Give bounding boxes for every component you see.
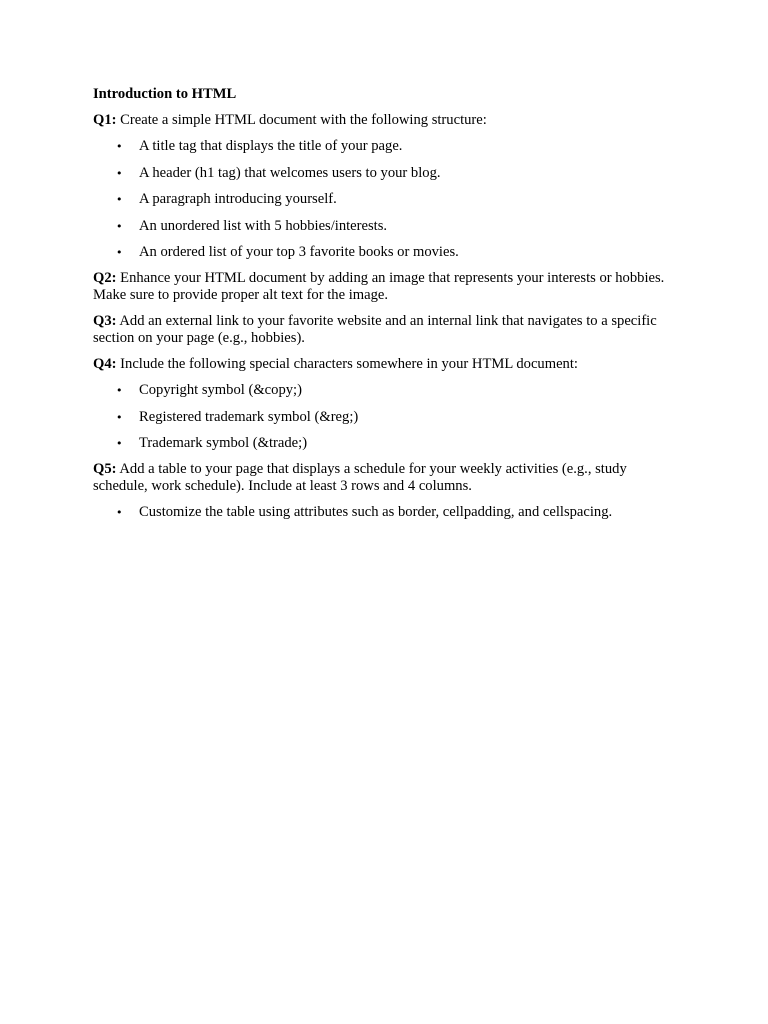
bullet-icon: •	[116, 246, 123, 259]
question-5-label: Q5:	[93, 461, 117, 477]
question-4-list	[93, 382, 678, 452]
list-item	[93, 244, 678, 261]
bullet-icon: •	[116, 384, 123, 397]
list-item	[93, 191, 678, 208]
list-item-text: An unordered list with 5 hobbies/interests.	[139, 217, 388, 234]
bullet-icon: •	[116, 140, 123, 153]
question-2-label: Q2:	[93, 270, 117, 286]
list-item	[93, 435, 678, 452]
question-3-label: Q3:	[93, 313, 117, 329]
list-item	[93, 165, 678, 182]
question-4-text: Include the following special characters somewhere in your HTML document:	[116, 356, 578, 372]
list-item-text: A title tag that displays the title of your page.	[139, 138, 403, 154]
bullet-icon: •	[116, 410, 123, 424]
list-item	[93, 218, 678, 235]
list-item	[93, 382, 678, 399]
question-2-text: Enhance your HTML document by adding an image that represents your interests or hobbies. Make sure to provide proper alt text for the image.	[93, 270, 665, 303]
question-1-label: Q1:	[93, 112, 117, 128]
list-item	[93, 138, 678, 155]
list-item-text: A paragraph introducing yourself.	[139, 191, 337, 207]
list-item	[93, 409, 678, 426]
question-1-text: Create a simple HTML document with the following structure:	[116, 112, 487, 128]
question-5	[93, 461, 678, 495]
list-item-text: Registered trademark symbol (&reg;)	[139, 408, 359, 425]
question-5-list	[93, 504, 678, 521]
question-4	[93, 356, 678, 373]
list-item-text: Trademark symbol (&trade;)	[139, 435, 308, 451]
question-1	[93, 112, 678, 129]
question-3-text: Add an external link to your favorite website and an internal link that navigates to a specific section on your page (e.g., hobbies).	[93, 313, 657, 346]
bullet-icon: •	[116, 219, 123, 233]
list-item-text: A header (h1 tag) that welcomes users to your blog.	[139, 164, 441, 181]
question-1-list	[93, 138, 678, 261]
document-title: Introduction to HTML	[93, 86, 237, 102]
list-item-text: Copyright symbol (&copy;)	[139, 382, 302, 398]
list-item-text: Customize the table using attributes such as border, cellpadding, and cellspacing.	[139, 504, 613, 520]
bullet-icon: •	[116, 166, 123, 180]
question-2	[93, 270, 678, 304]
bullet-icon: •	[116, 506, 123, 519]
question-4-label: Q4:	[93, 356, 117, 372]
bullet-icon: •	[116, 437, 123, 450]
list-item-text: An ordered list of your top 3 favorite books or movies.	[139, 244, 459, 260]
list-item	[93, 504, 678, 521]
document-page	[93, 86, 678, 530]
question-3	[93, 313, 678, 347]
bullet-icon: •	[116, 193, 123, 206]
question-5-text: Add a table to your page that displays a schedule for your weekly activities (e.g., study schedule, work schedule). Include at least 3 rows and 4 columns.	[93, 461, 627, 494]
